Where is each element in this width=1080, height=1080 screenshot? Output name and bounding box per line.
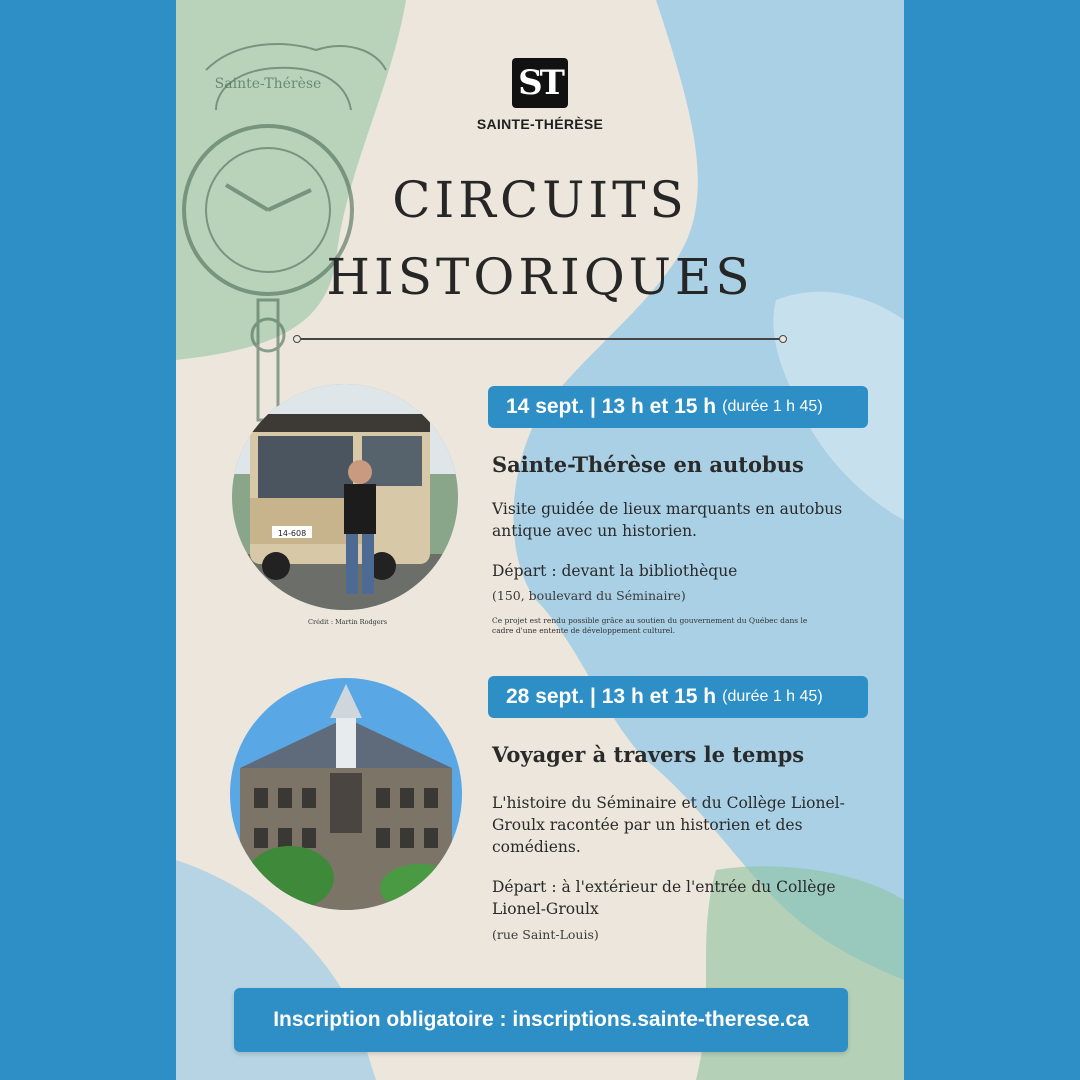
- event2-date-pill: [488, 676, 868, 718]
- event1-description: Visite guidée de lieux marquants en autobus antique avec un historien.: [492, 500, 843, 540]
- event2-duration: (durée 1 h 45): [722, 688, 823, 705]
- svg-text:14-608: 14-608: [277, 529, 307, 538]
- brand-name: SAINTE-THÉRÈSE: [476, 116, 604, 132]
- photo-credit: Crédit : Martin Rodgers: [308, 618, 388, 626]
- poster: [176, 0, 904, 1080]
- event1-address: (150, boulevard du Séminaire): [492, 588, 686, 603]
- event1-departure: Départ : devant la bibliothèque: [492, 562, 738, 580]
- page-title-line2: HISTORIQUES: [326, 248, 754, 306]
- event2-date: 28 sept. | 13 h et 15 h: [506, 685, 717, 708]
- event1-duration: (durée 1 h 45): [722, 398, 823, 415]
- event1-date: 14 sept. | 13 h et 15 h: [506, 395, 717, 418]
- event2-address: (rue Saint-Louis): [492, 927, 599, 942]
- title-divider: [301, 338, 779, 340]
- registration-banner[interactable]: Inscription obligatoire : inscriptions.sainte-therese.ca: [234, 988, 848, 1052]
- bus-photo: [232, 384, 458, 610]
- event1-title: Sainte-Thérèse en autobus: [492, 452, 804, 477]
- funding-note: Ce projet est rendu possible grâce au soutien du gouvernement du Québec dans le cadre d'une entente de développement culturel.: [492, 616, 808, 635]
- event2-description: L'histoire du Séminaire et du Collège Lionel-Groulx racontée par un historien et des comédiens.: [492, 794, 845, 856]
- page-title-line1: CIRCUITS: [392, 171, 688, 229]
- seminary-photo: [230, 678, 462, 910]
- event2-title: Voyager à travers le temps: [492, 742, 805, 767]
- event2-departure: Départ : à l'extérieur de l'entrée du Collège Lionel-Groulx: [492, 878, 836, 918]
- brand-logo: ST: [512, 58, 568, 108]
- event1-date-pill: [488, 386, 868, 428]
- clock-sign: Sainte-Thérèse: [214, 76, 322, 92]
